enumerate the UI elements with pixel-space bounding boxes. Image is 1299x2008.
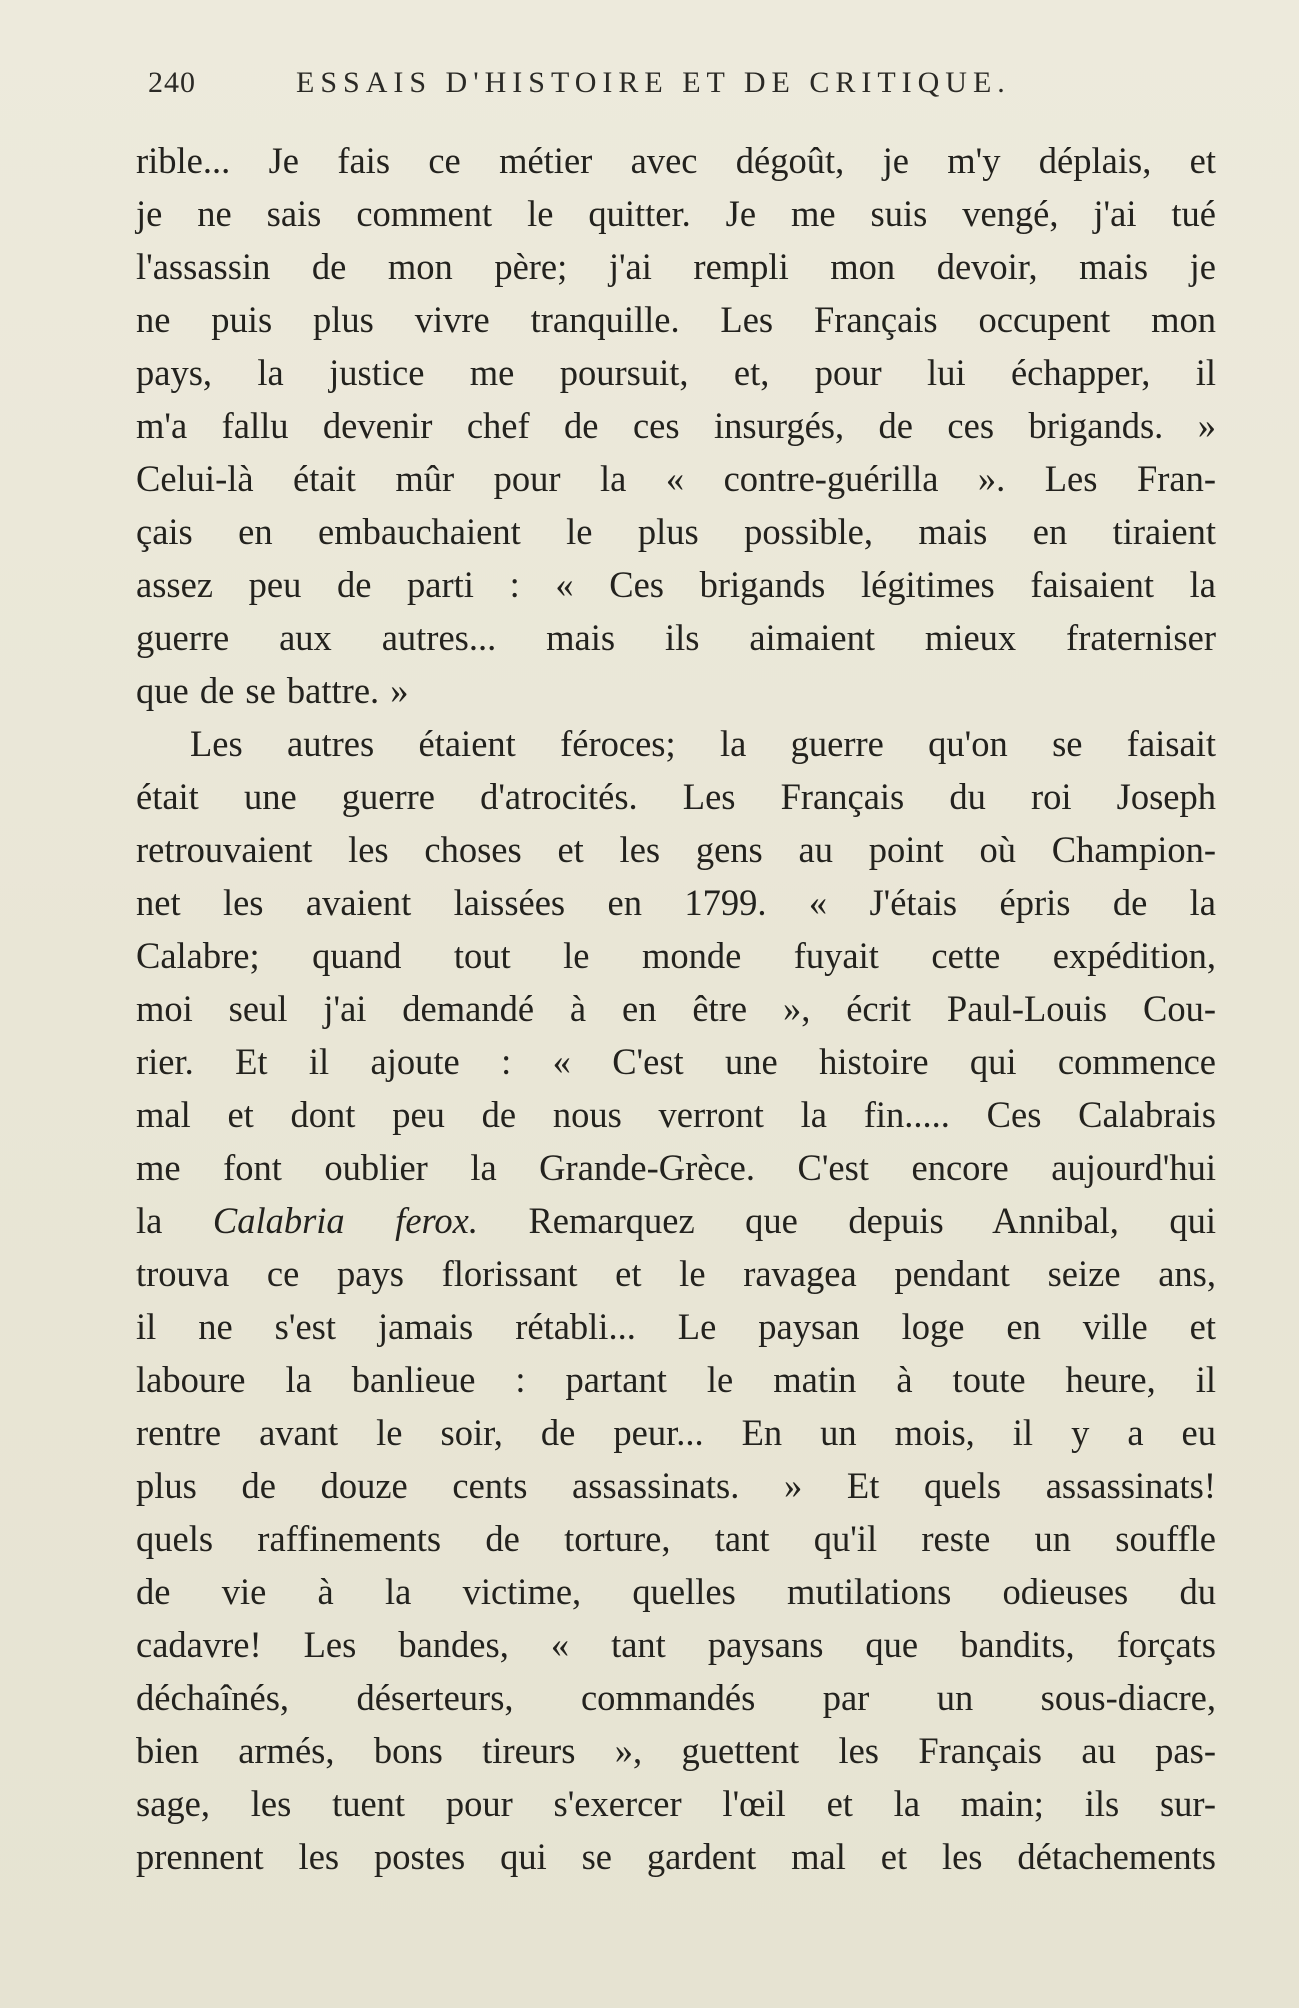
text-line: trouva ce pays florissant et le ravagea pendant seize ans, bbox=[136, 1253, 1216, 1294]
page-header bbox=[148, 66, 1158, 110]
text-line: je ne sais comment le quitter. Je me suis vengé, j'ai tué bbox=[136, 193, 1216, 234]
text-line: assez peu de parti : « Ces brigands légitimes faisaient la bbox=[136, 564, 1216, 605]
text-line: que de se battre. » bbox=[136, 670, 409, 711]
text-line: cadavre! Les bandes, « tant paysans que bandits, forçats bbox=[136, 1624, 1216, 1665]
text-line: moi seul j'ai demandé à en être », écrit Paul-Louis Cou- bbox=[136, 988, 1216, 1029]
text-line: pays, la justice me poursuit, et, pour lui échapper, il bbox=[136, 352, 1216, 393]
text-line: çais en embauchaient le plus possible, mais en tiraient bbox=[136, 511, 1216, 552]
text-line: net les avaient laissées en 1799. « J'étais épris de la bbox=[136, 882, 1216, 923]
text-line: rentre avant le soir, de peur... En un mois, il y a eu bbox=[136, 1412, 1216, 1453]
paragraph-start-line: Les autres étaient féroces; la guerre qu'on se faisait bbox=[190, 723, 1216, 764]
text-line: mal et dont peu de nous verront la fin..... Ces Calabrais bbox=[136, 1094, 1216, 1135]
text-line: m'a fallu devenir chef de ces insurgés, de ces brigands. » bbox=[136, 405, 1216, 446]
text-line: déchaînés, déserteurs, commandés par un sous-diacre, bbox=[136, 1677, 1216, 1718]
page-number: 240 bbox=[148, 66, 196, 99]
text-line: me font oublier la Grande-Grèce. C'est encore aujourd'hui bbox=[136, 1147, 1216, 1188]
line-rest: Remarquez que depuis Annibal, qui bbox=[528, 1200, 1216, 1241]
text-line: prennent les postes qui se gardent mal et les détachements bbox=[136, 1836, 1216, 1877]
text-line: Calabre; quand tout le monde fuyait cette expédition, bbox=[136, 935, 1216, 976]
text-line: plus de douze cents assassinats. » Et quels assassinats! bbox=[136, 1465, 1216, 1506]
text-line: rier. Et il ajoute : « C'est une histoire qui commence bbox=[136, 1041, 1216, 1082]
text-line: bien armés, bons tireurs », guettent les Français au pas- bbox=[136, 1730, 1216, 1771]
text-line: quels raffinements de torture, tant qu'il reste un souffle bbox=[136, 1518, 1216, 1559]
line-prefix: la bbox=[136, 1200, 163, 1241]
text-line-with-italic bbox=[136, 1194, 1216, 1247]
text-line: de vie à la victime, quelles mutilations odieuses du bbox=[136, 1571, 1216, 1612]
text-line: retrouvaient les choses et les gens au point où Champion- bbox=[136, 829, 1216, 870]
text-line: était une guerre d'atrocités. Les Français du roi Joseph bbox=[136, 776, 1216, 817]
italic-phrase: Calabria ferox. bbox=[212, 1200, 478, 1241]
running-title: ESSAIS D'HISTOIRE ET DE CRITIQUE. bbox=[296, 66, 1011, 99]
text-line: l'assassin de mon père; j'ai rempli mon devoir, mais je bbox=[136, 246, 1216, 287]
text-line: rible... Je fais ce métier avec dégoût, je m'y déplais, et bbox=[136, 140, 1216, 181]
body-text bbox=[136, 134, 1216, 1883]
text-line: sage, les tuent pour s'exercer l'œil et la main; ils sur- bbox=[136, 1783, 1216, 1824]
text-line: ne puis plus vivre tranquille. Les Français occupent mon bbox=[136, 299, 1216, 340]
text-line: Celui-là était mûr pour la « contre-guérilla ». Les Fran- bbox=[136, 458, 1216, 499]
text-line: guerre aux autres... mais ils aimaient mieux fraterniser bbox=[136, 617, 1216, 658]
text-line: laboure la banlieue : partant le matin à toute heure, il bbox=[136, 1359, 1216, 1400]
text-line: il ne s'est jamais rétabli... Le paysan loge en ville et bbox=[136, 1306, 1216, 1347]
